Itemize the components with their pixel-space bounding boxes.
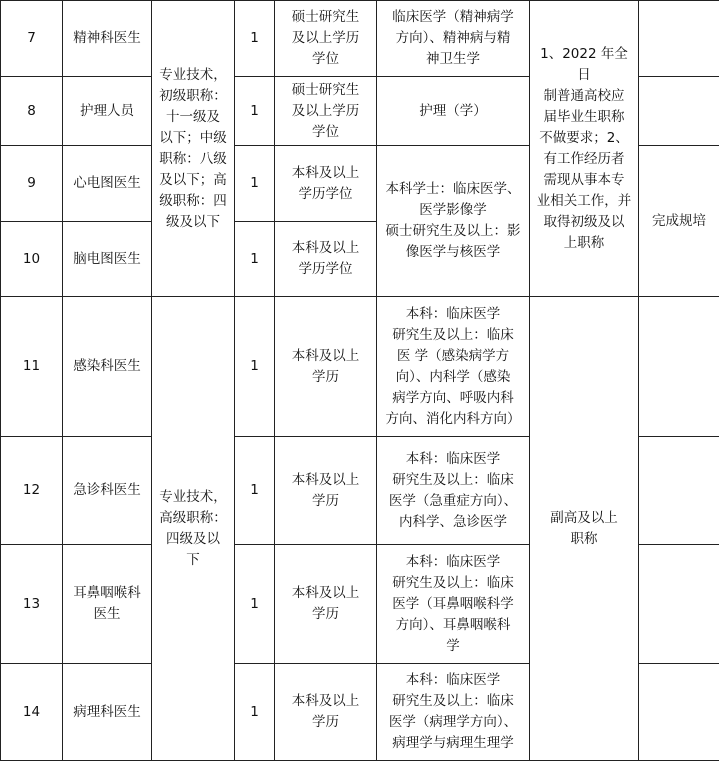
education-requirement: 本科及以上 学历 xyxy=(275,545,377,664)
table-row xyxy=(1,1,719,77)
education-requirement: 本科及以上 学历 xyxy=(275,437,377,545)
row-number: 10 xyxy=(1,222,63,297)
row-number: 12 xyxy=(1,437,63,545)
major-requirement: 本科：临床医学 研究生及以上：临床 医学（急重症方向）、 内科学、急诊医学 xyxy=(377,437,530,545)
remark-cell xyxy=(639,297,719,437)
major-requirement: 临床医学（精神病学 方向）、精神病与精 神卫生学 xyxy=(377,1,530,77)
headcount: 1 xyxy=(235,1,275,77)
row-number: 11 xyxy=(1,297,63,437)
title-requirement-cell: 专业技术， 高级职称： 四级及以 下 xyxy=(152,297,235,761)
major-requirement: 本科：临床医学 研究生及以上：临床 医 学（感染病学方 向）、内科学（感染 病学方向、呼吸内科 方向、消化内科方向） xyxy=(377,297,530,437)
remark-cell xyxy=(639,437,719,545)
other-requirement-cell: 1、2022 年全日 制普通高校应 届毕业生职称 不做要求；2、 有工作经历者 需现从事本专 业相关工作，并 取得初级及以 上职称 xyxy=(530,1,639,297)
headcount: 1 xyxy=(235,437,275,545)
other-requirement-cell: 副高及以上 职称 xyxy=(530,297,639,761)
position-name: 心电图医生 xyxy=(63,146,152,222)
headcount: 1 xyxy=(235,297,275,437)
remark-cell: 完成规培 xyxy=(639,146,719,297)
education-requirement: 本科及以上 学历学位 xyxy=(275,222,377,297)
title-requirement-cell: 专业技术， 初级职称： 十一级及 以下；中级 职称：八级 及以下；高 级职称：四 级及以下 xyxy=(152,1,235,297)
position-name: 病理科医生 xyxy=(63,664,152,761)
education-requirement: 硕士研究生 及以上学历 学位 xyxy=(275,77,377,146)
headcount: 1 xyxy=(235,545,275,664)
row-number: 14 xyxy=(1,664,63,761)
remark-cell xyxy=(639,545,719,664)
headcount: 1 xyxy=(235,664,275,761)
education-requirement: 本科及以上 学历 xyxy=(275,664,377,761)
row-number: 13 xyxy=(1,545,63,664)
row-number: 9 xyxy=(1,146,63,222)
headcount: 1 xyxy=(235,146,275,222)
position-name: 耳鼻咽喉科 医生 xyxy=(63,545,152,664)
row-number: 7 xyxy=(1,1,63,77)
position-name: 脑电图医生 xyxy=(63,222,152,297)
major-requirement: 本科：临床医学 研究生及以上：临床 医学（耳鼻咽喉科学 方向）、耳鼻咽喉科 学 xyxy=(377,545,530,664)
major-requirement: 本科学士：临床医学、 医学影像学 硕士研究生及以上：影 像医学与核医学 xyxy=(377,146,530,297)
education-requirement: 本科及以上 学历 xyxy=(275,297,377,437)
position-name: 护理人员 xyxy=(63,77,152,146)
position-name: 急诊科医生 xyxy=(63,437,152,545)
remark-cell xyxy=(639,77,719,146)
education-requirement: 硕士研究生 及以上学历 学位 xyxy=(275,1,377,77)
education-requirement: 本科及以上 学历学位 xyxy=(275,146,377,222)
row-number: 8 xyxy=(1,77,63,146)
headcount: 1 xyxy=(235,222,275,297)
remark-cell xyxy=(639,1,719,77)
position-name: 精神科医生 xyxy=(63,1,152,77)
remark-cell xyxy=(639,664,719,761)
position-name: 感染科医生 xyxy=(63,297,152,437)
table-row xyxy=(1,297,719,437)
major-requirement: 护理（学） xyxy=(377,77,530,146)
major-requirement: 本科：临床医学 研究生及以上：临床 医学（病理学方向）、 病理学与病理生理学 xyxy=(377,664,530,761)
headcount: 1 xyxy=(235,77,275,146)
